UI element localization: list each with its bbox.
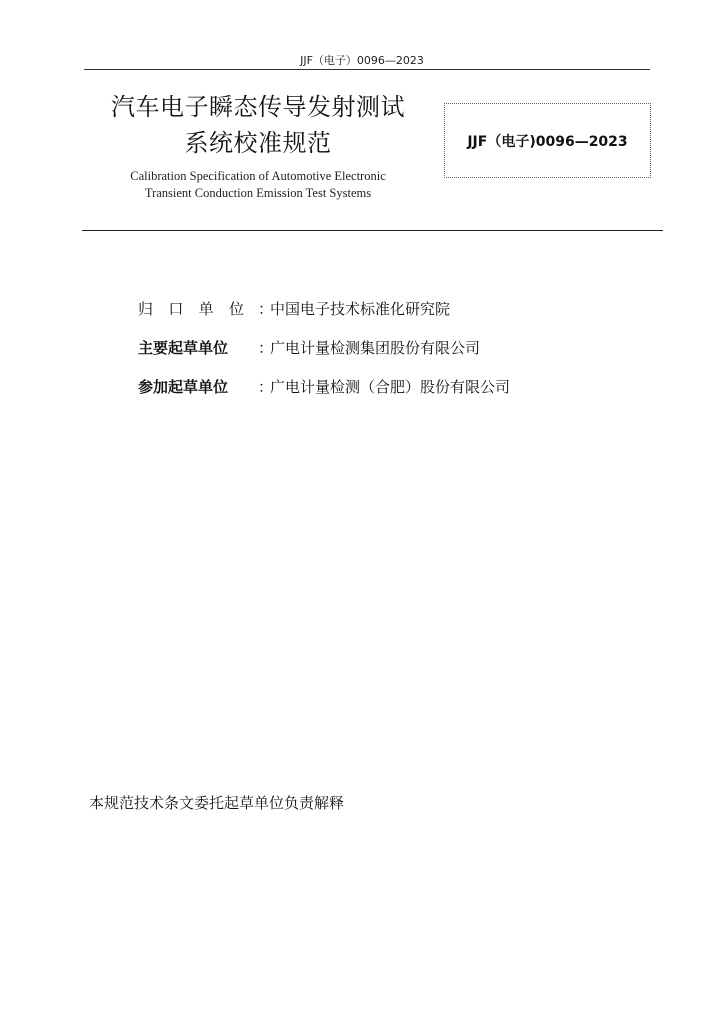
org-colon: ： (258, 339, 274, 357)
english-title (95, 168, 421, 202)
org-colon: ： (258, 378, 274, 396)
org-row-main-drafter (138, 337, 510, 376)
english-title-line-2: Transient Conduction Emission Test Systems (144, 186, 372, 200)
english-title-line-1: Calibration Specification of Automotive Electronic (130, 169, 386, 183)
org-label-char: 单 (198, 300, 214, 318)
org-label-participating-drafter: 参加起草单位 (138, 378, 229, 396)
org-row-participating-drafter (138, 376, 510, 415)
title-line-2: 系统校准规范 (184, 129, 332, 157)
title-divider-rule (82, 230, 663, 231)
specification-code-box (444, 103, 651, 178)
header-rule (84, 69, 650, 70)
org-label-char: 归 (138, 300, 154, 318)
org-colon: ： (258, 300, 274, 318)
org-row-administrator (138, 298, 510, 337)
org-label-char: 位 (228, 300, 244, 318)
org-value-administrator: 中国电子技术标准化研究院 (270, 300, 451, 318)
org-label-char: 口 (168, 300, 184, 318)
org-label-main-drafter: 主要起草单位 (138, 339, 229, 357)
interpretation-note: 本规范技术条文委托起草单位负责解释 (89, 794, 345, 812)
document-title (95, 89, 421, 161)
org-value-main-drafter: 广电计量检测集团股份有限公司 (270, 339, 481, 357)
org-label-administrator (138, 298, 244, 319)
org-value-participating-drafter: 广电计量检测（合肥）股份有限公司 (270, 378, 511, 396)
title-line-1: 汽车电子瞬态传导发射测试 (111, 93, 405, 121)
specification-code: JJF（电子)0096—2023 (467, 133, 628, 150)
running-header-code: JJF（电子）0096—2023 (300, 54, 424, 67)
organization-list (138, 298, 510, 415)
